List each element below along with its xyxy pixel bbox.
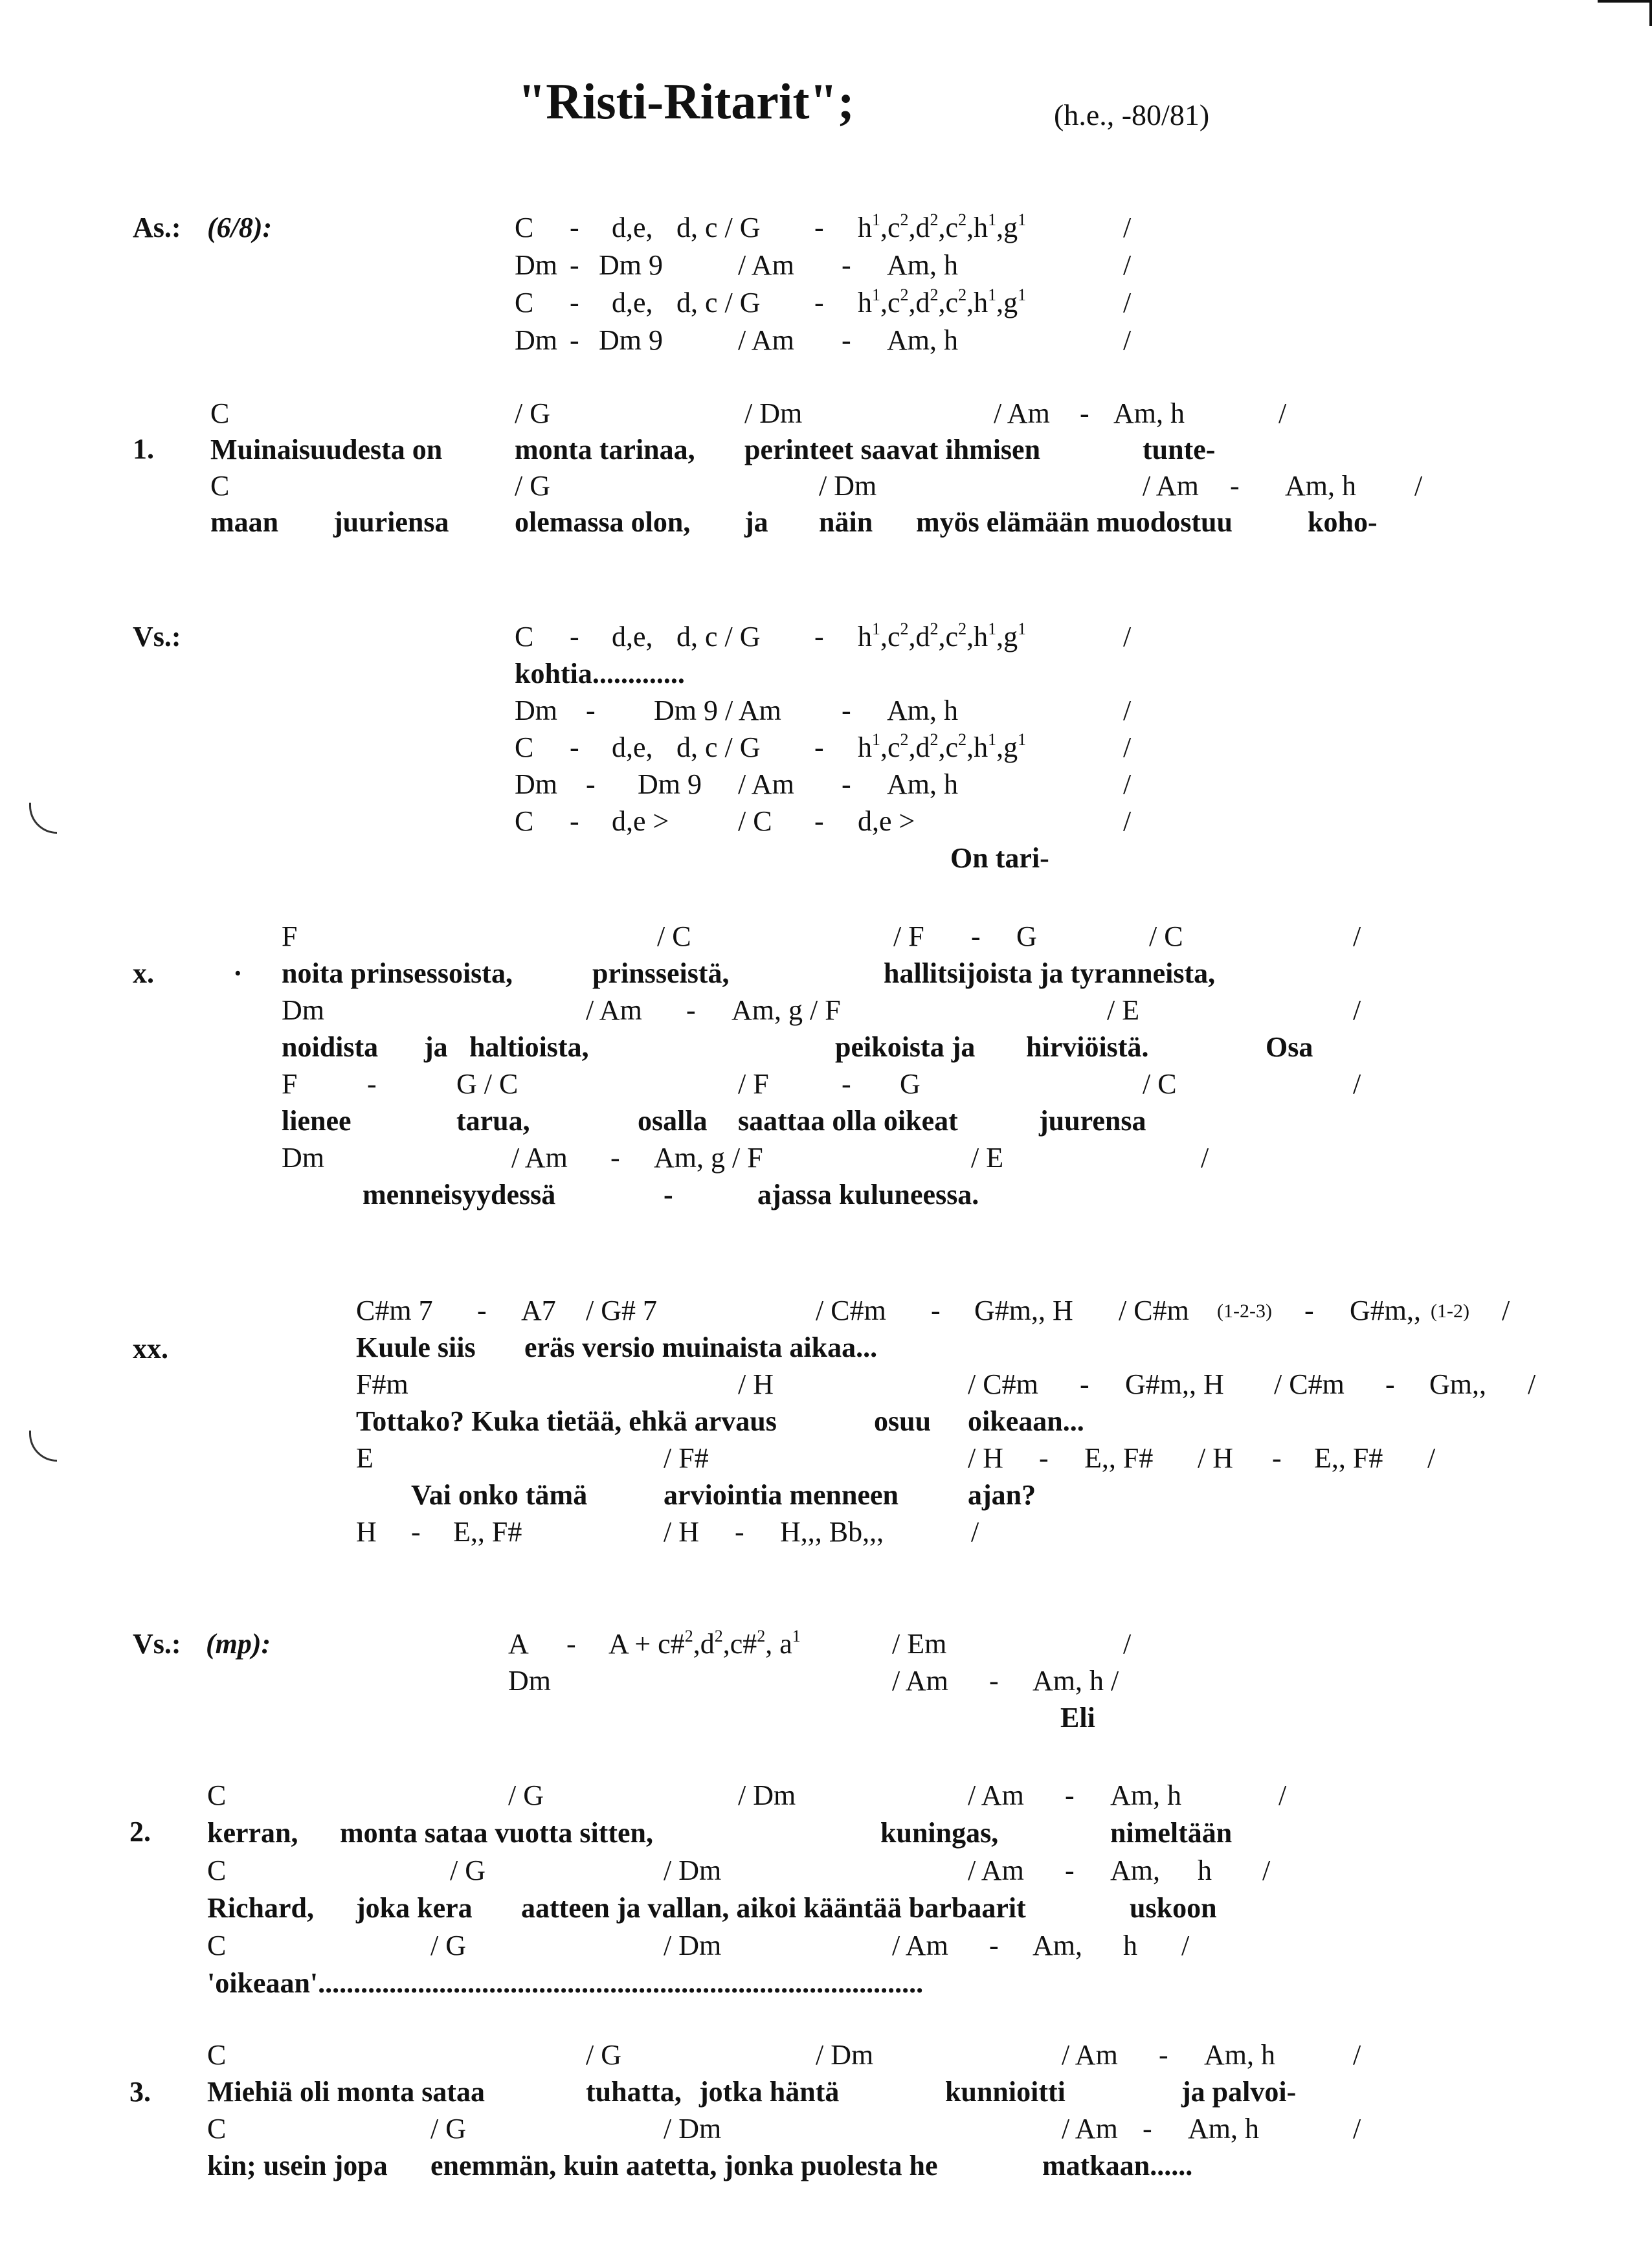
chord-symbol: / <box>1414 470 1423 502</box>
chord-symbol: Am, h <box>1204 2039 1275 2071</box>
chord-symbol: / Am <box>1062 2039 1118 2071</box>
lyric-text: matkaan...... <box>1042 2150 1193 2181</box>
chord-symbol: - <box>586 695 596 726</box>
lyric-text: kin; usein jopa <box>207 2150 388 2181</box>
chord-symbol: / <box>1353 920 1361 952</box>
chord-symbol: / F# <box>664 1442 709 1474</box>
chord-symbol: / <box>1353 2113 1361 2145</box>
chord-symbol: / Dm <box>744 397 803 429</box>
chord-symbol: Am, h <box>1188 2113 1259 2145</box>
chord-symbol: / G# 7 <box>586 1295 657 1326</box>
chord-symbol: $h^1,c^2,d^2,c^2,h^1,g^1$ <box>858 210 1027 243</box>
lyric-text: maan <box>210 506 279 538</box>
chord-symbol: E,, F# <box>453 1516 522 1548</box>
chord-symbol: Dm <box>515 249 557 281</box>
song-credit: (h.e., -80/81) <box>1054 98 1210 131</box>
chord-symbol: - <box>971 920 981 952</box>
chord-symbol: H <box>356 1516 377 1548</box>
chord-symbol: / E <box>1107 994 1140 1026</box>
section-label: 1. <box>133 433 154 465</box>
chord-symbol: - <box>570 212 579 243</box>
chord-symbol: E,, F# <box>1084 1442 1154 1474</box>
chord-symbol: / C <box>738 805 772 837</box>
chord-symbol: C <box>207 2039 227 2071</box>
chord-symbol: - <box>1080 1368 1089 1400</box>
chord-symbol: d,e > <box>612 805 669 837</box>
chord-symbol: / Am <box>1143 470 1199 502</box>
section-label: Vs.: <box>133 1628 181 1660</box>
chord-symbol: / G <box>515 470 550 502</box>
chord-symbol: - <box>814 621 824 652</box>
chord-symbol: E,, F# <box>1314 1442 1383 1474</box>
lyric-text: Vai onko tämä <box>411 1479 588 1511</box>
chord-symbol: / <box>1201 1142 1209 1174</box>
section-meter: (6/8): <box>207 212 273 243</box>
chord-symbol: / Am <box>892 1665 948 1697</box>
chord-symbol: / H <box>968 1442 1003 1474</box>
chord-symbol: / G <box>508 1779 544 1811</box>
chord-symbol: / Am <box>586 994 642 1026</box>
lyric-text: On tari- <box>950 842 1049 874</box>
lyric-text: prinsseistä, <box>592 957 730 989</box>
lyric-text: ja <box>424 1031 448 1063</box>
section-dynamics: (mp): <box>206 1628 271 1660</box>
chord-symbol: - <box>570 324 579 356</box>
chord-symbol: G#m,, H <box>1125 1368 1224 1400</box>
lyric-text: menneisyydessä <box>363 1179 556 1210</box>
chord-symbol: / <box>1123 695 1132 726</box>
chord-symbol: / <box>1353 2039 1361 2071</box>
lyric-text: ja <box>744 506 768 538</box>
punch-hole-mark <box>29 1431 57 1462</box>
chord-symbol: - <box>842 249 851 281</box>
lyric-text: Tottako? Kuka tietää, ehkä arvaus <box>356 1405 777 1437</box>
chord-symbol: Am, g / F <box>731 994 841 1026</box>
chord-symbol: - <box>570 805 579 837</box>
chord-symbol: / <box>1123 212 1132 243</box>
section-label: 3. <box>129 2076 151 2108</box>
chord-symbol: - <box>842 324 851 356</box>
chord-symbol: Dm <box>282 994 324 1026</box>
chord-symbol: / Dm <box>816 2039 874 2071</box>
chord-symbol: d, c / G <box>676 621 761 652</box>
chord-symbol: / G <box>515 397 550 429</box>
lyric-text: olemassa olon, <box>515 506 691 538</box>
section-label: As.: <box>133 212 181 243</box>
scan-edge-mark <box>1598 0 1652 3</box>
chord-symbol: / <box>1123 731 1132 763</box>
lyric-text: monta sataa vuotta sitten, <box>340 1817 653 1849</box>
chord-symbol: / C <box>1149 920 1183 952</box>
chord-symbol: d,e, <box>612 212 653 243</box>
lyric-text: monta tarinaa, <box>515 434 695 465</box>
chord-symbol: / <box>1123 249 1132 281</box>
chord-symbol: - <box>1065 1779 1075 1811</box>
chord-symbol: - <box>1304 1295 1314 1326</box>
lyric-text: tunte- <box>1143 434 1216 465</box>
chord-symbol: / <box>1123 768 1132 800</box>
chord-symbol: - <box>1039 1442 1049 1474</box>
chord-symbol: H,,, Bb,,, <box>780 1516 884 1548</box>
lyric-text: Miehiä oli monta sataa <box>207 2076 485 2108</box>
chord-symbol: d,e, <box>612 731 653 763</box>
chord-symbol: C <box>515 805 534 837</box>
section-label: xx. <box>133 1333 168 1365</box>
chord-symbol: / Am <box>738 324 794 356</box>
lyric-text: haltioista, <box>469 1031 589 1063</box>
chord-symbol: / G <box>430 2113 466 2145</box>
chord-symbol: Dm <box>515 695 557 726</box>
chord-symbol: Am, h <box>1113 397 1185 429</box>
chord-symbol: Am, <box>1032 1930 1082 1961</box>
section-label: 2. <box>129 1816 151 1847</box>
chord-symbol: Am, <box>1110 1855 1160 1886</box>
chord-symbol: / Dm <box>819 470 877 502</box>
chord-symbol: - <box>842 695 851 726</box>
chord-symbol: / G <box>450 1855 486 1886</box>
chord-symbol: / Dm <box>664 2113 722 2145</box>
chord-symbol: / <box>971 1516 979 1548</box>
chord-symbol: Am, h <box>887 768 958 800</box>
chord-symbol: / E <box>971 1142 1004 1174</box>
lyric-text: Eli <box>1060 1702 1095 1733</box>
chord-symbol: / F <box>893 920 924 952</box>
chord-symbol: - <box>814 287 824 318</box>
lyric-text: · <box>233 957 243 989</box>
chord-symbol: F <box>282 1068 298 1100</box>
chord-symbol: h <box>1198 1855 1212 1886</box>
chord-symbol: F <box>282 920 298 952</box>
chord-symbol: Am, h <box>887 249 958 281</box>
chord-symbol: / Am <box>738 768 794 800</box>
chord-symbol: G <box>1016 920 1037 952</box>
chord-symbol: C <box>515 731 534 763</box>
chord-symbol: - <box>735 1516 744 1548</box>
chord-symbol: - <box>1230 470 1240 502</box>
chord-symbol: / <box>1427 1442 1436 1474</box>
chord-symbol: C <box>207 1855 227 1886</box>
chord-symbol: / G <box>430 1930 466 1961</box>
chord-symbol: - <box>610 1142 620 1174</box>
chord-symbol: - <box>1385 1368 1395 1400</box>
chord-symbol: - <box>842 768 851 800</box>
chord-symbol: / <box>1123 287 1132 318</box>
lyric-text: saattaa olla oikeat <box>738 1105 958 1137</box>
chord-symbol: / H <box>664 1516 699 1548</box>
chord-symbol: A7 <box>521 1295 556 1326</box>
chord-symbol: - <box>1159 2039 1168 2071</box>
lyric-text: ajassa kuluneessa. <box>757 1179 979 1210</box>
chord-symbol: / Dm <box>664 1930 722 1961</box>
section-label: x. <box>133 957 154 989</box>
chord-symbol: (1-2-3) <box>1217 1300 1272 1322</box>
lyric-text: enemmän, kuin aatetta, jonka puolesta he <box>430 2150 938 2181</box>
chord-symbol: Dm <box>515 768 557 800</box>
chord-symbol: - <box>1080 397 1089 429</box>
chord-symbol: / H <box>738 1368 774 1400</box>
chord-symbol: / C#m <box>1119 1295 1189 1326</box>
chord-symbol: / Am <box>892 1930 948 1961</box>
chord-symbol: - <box>1065 1855 1075 1886</box>
lyric-text: juurensa <box>1039 1105 1146 1137</box>
chord-symbol: - <box>931 1295 941 1326</box>
lyric-text: kunnioitti <box>945 2076 1066 2108</box>
chord-symbol: $h^1,c^2,d^2,c^2,h^1,g^1$ <box>858 285 1027 318</box>
chord-symbol: - <box>989 1930 999 1961</box>
chord-symbol: - <box>570 287 579 318</box>
chord-symbol: / C#m <box>968 1368 1038 1400</box>
chord-symbol: / Am <box>968 1779 1024 1811</box>
chord-symbol: C <box>207 1779 227 1811</box>
chord-symbol: - <box>842 1068 851 1100</box>
chord-symbol: / C <box>1143 1068 1177 1100</box>
chord-symbol: / <box>1528 1368 1536 1400</box>
chord-symbol: / C#m <box>1274 1368 1345 1400</box>
chord-symbol: - <box>570 731 579 763</box>
chord-symbol: C <box>207 2113 227 2145</box>
lyric-text: aatteen ja vallan, aikoi kääntää barbaarit <box>521 1892 1026 1924</box>
lyric-text: näin <box>819 506 873 538</box>
chord-symbol: A <box>508 1628 529 1660</box>
chord-symbol: G / C <box>456 1068 519 1100</box>
lyric-text: ja palvoi- <box>1181 2076 1297 2108</box>
chord-symbol: / Am <box>994 397 1050 429</box>
lyric-text: jotka häntä <box>699 2076 840 2108</box>
chord-symbol: / <box>1123 805 1132 837</box>
chord-symbol: Dm <box>282 1142 324 1174</box>
lyric-text: osuu <box>874 1405 932 1437</box>
chord-symbol: C <box>207 1930 227 1961</box>
chord-symbol: Gm,, <box>1429 1368 1486 1400</box>
song-title: "Risti-Ritarit"; <box>518 73 854 129</box>
chord-symbol: / <box>1353 1068 1361 1100</box>
chord-symbol: / C <box>657 920 691 952</box>
chord-symbol: / Am <box>968 1855 1024 1886</box>
lyric-text: joka kera <box>356 1892 473 1924</box>
chord-symbol: - <box>1272 1442 1282 1474</box>
chord-symbol: - <box>814 731 824 763</box>
chord-symbol: / Dm <box>664 1855 722 1886</box>
lyric-text: eräs versio muinaista aikaa... <box>524 1332 878 1363</box>
chord-symbol: - <box>411 1516 421 1548</box>
lyric-text: osalla <box>638 1105 708 1137</box>
lyric-text: - <box>664 1179 673 1210</box>
chord-symbol: / <box>1353 994 1361 1026</box>
section-label: Vs.: <box>133 621 181 652</box>
lyric-text: uskoon <box>1130 1892 1217 1924</box>
chord-symbol: / <box>1262 1855 1271 1886</box>
lyric-text: Kuule siis <box>356 1332 476 1363</box>
chord-symbol: C <box>515 621 534 652</box>
chord-symbol: - <box>367 1068 377 1100</box>
chord-symbol: - <box>566 1628 576 1660</box>
chord-symbol: / <box>1123 621 1132 652</box>
chord-symbol: - <box>570 621 579 652</box>
chord-symbol: / Am <box>738 249 794 281</box>
chord-symbol: - <box>477 1295 487 1326</box>
chord-symbol: - <box>814 805 824 837</box>
chord-symbol: C <box>210 397 230 429</box>
punch-hole-mark <box>29 803 57 834</box>
chord-symbol: Dm 9 <box>599 249 663 281</box>
chord-symbol: - <box>686 994 696 1026</box>
chord-symbol: Dm 9 / Am <box>654 695 781 726</box>
lyric-text: Muinaisuudesta on <box>210 434 443 465</box>
chord-symbol: d,e, <box>612 621 653 652</box>
chord-symbol: - <box>814 212 824 243</box>
chord-symbol: Dm 9 <box>638 768 702 800</box>
lyric-text: perinteet saavat ihmisen <box>744 434 1041 465</box>
chord-symbol: - <box>989 1665 999 1697</box>
chord-symbol: C <box>515 212 534 243</box>
lyric-text: koho- <box>1308 506 1378 538</box>
chord-symbol: Am, g / F <box>654 1142 763 1174</box>
lyric-text: kerran, <box>207 1817 298 1849</box>
chord-symbol: / H <box>1198 1442 1233 1474</box>
chord-symbol: / <box>1123 324 1132 356</box>
lyric-text: arviointia menneen <box>664 1479 899 1511</box>
lyric-text: 'oikeaan'..................................................................................... <box>207 1967 924 1999</box>
chord-symbol: $h^1,c^2,d^2,c^2,h^1,g^1$ <box>858 730 1027 763</box>
chord-symbol: Am, h <box>1285 470 1356 502</box>
lyric-text: lienee <box>282 1105 352 1137</box>
chord-symbol: Dm <box>515 324 557 356</box>
chord-symbol: / C#m <box>816 1295 886 1326</box>
chord-symbol: / <box>1278 1779 1287 1811</box>
chord-symbol: G <box>900 1068 921 1100</box>
lyric-text: myös elämään muodostuu <box>916 506 1233 538</box>
chord-symbol: / Am <box>1062 2113 1118 2145</box>
chord-symbol: d, c / G <box>676 287 761 318</box>
chord-symbol: C <box>515 287 534 318</box>
chord-symbol: - <box>570 249 579 281</box>
chord-symbol: Am, h / <box>1032 1665 1119 1697</box>
chord-symbol: $A + c\#^2,d^2,c\#^2$, $a^1$ <box>608 1627 801 1660</box>
chord-symbol: F#m <box>356 1368 408 1400</box>
chord-symbol: Am, h <box>887 695 958 726</box>
lyric-text: tuhatta, <box>586 2076 682 2108</box>
lyric-text: hirviöistä. <box>1026 1031 1149 1063</box>
scan-edge-mark <box>1649 0 1652 26</box>
chord-symbol: G#m,, H <box>974 1295 1073 1326</box>
lyric-text: noita prinsessoista, <box>282 957 513 989</box>
chord-symbol: Dm 9 <box>599 324 663 356</box>
chord-symbol: / <box>1278 397 1287 429</box>
chord-symbol: Dm <box>508 1665 551 1697</box>
chord-symbol: d, c / G <box>676 731 761 763</box>
chord-symbol: C <box>210 470 230 502</box>
chord-symbol: - <box>586 768 596 800</box>
chord-symbol: G#m,, <box>1350 1295 1421 1326</box>
chord-symbol: / <box>1181 1930 1190 1961</box>
lyric-text: kuningas, <box>880 1817 999 1849</box>
chord-symbol: / F <box>738 1068 769 1100</box>
lyric-text: juuriensa <box>333 506 449 538</box>
chord-symbol: d,e > <box>858 805 915 837</box>
lyric-text: Richard, <box>207 1892 314 1924</box>
lyric-text: peikoista ja <box>835 1031 976 1063</box>
chord-symbol: / Am <box>511 1142 568 1174</box>
chord-symbol: h <box>1123 1930 1137 1961</box>
chord-symbol: - <box>1143 2113 1152 2145</box>
lyric-text: noidista <box>282 1031 379 1063</box>
lyric-text: Osa <box>1266 1031 1313 1063</box>
chord-symbol: E <box>356 1442 374 1474</box>
lyric-text: hallitsijoista ja tyranneista, <box>884 957 1216 989</box>
chord-symbol: d, c / G <box>676 212 761 243</box>
lyric-text: nimeltään <box>1110 1817 1233 1849</box>
chord-symbol: / <box>1123 1628 1132 1660</box>
chord-symbol: / Em <box>892 1628 947 1660</box>
lyric-text: ajan? <box>968 1479 1036 1511</box>
chord-symbol: (1-2) <box>1431 1300 1469 1322</box>
chord-symbol: Am, h <box>887 324 958 356</box>
chord-symbol: C#m 7 <box>356 1295 433 1326</box>
chord-symbol: Am, h <box>1110 1779 1181 1811</box>
chord-symbol: / <box>1502 1295 1510 1326</box>
lyric-text: tarua, <box>456 1105 530 1137</box>
chord-symbol: $h^1,c^2,d^2,c^2,h^1,g^1$ <box>858 619 1027 652</box>
lyric-text: oikeaan... <box>968 1405 1084 1437</box>
chord-symbol: d,e, <box>612 287 653 318</box>
lyric-text: kohtia............. <box>515 658 685 689</box>
chord-symbol: / Dm <box>738 1779 796 1811</box>
chord-symbol: / G <box>586 2039 621 2071</box>
